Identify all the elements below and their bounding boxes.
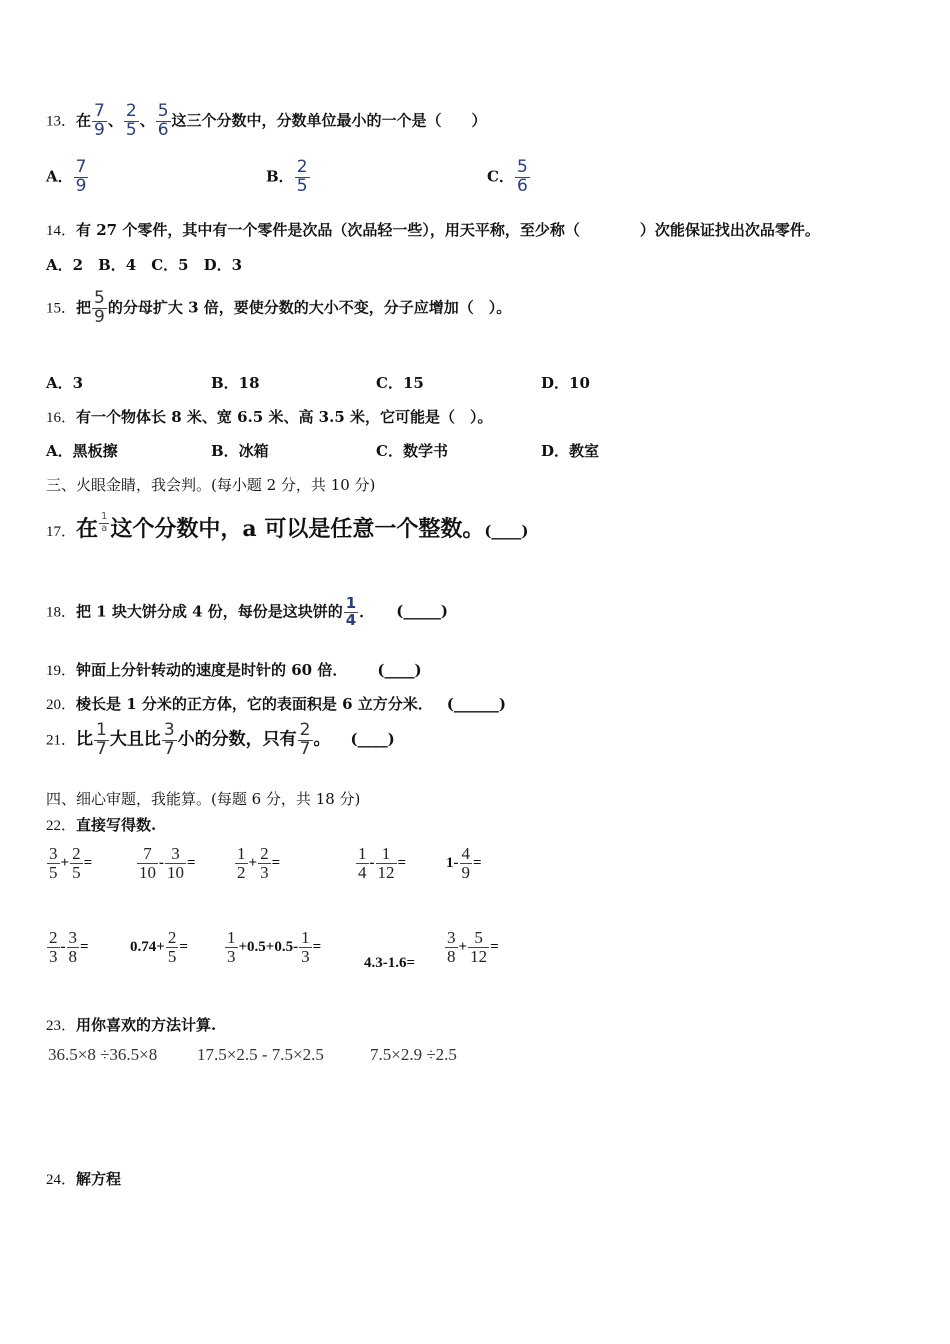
calc-expression: $\frac{3}{5}$ + $\frac{2}{5}$ =: [49, 844, 93, 882]
option-c: C． $\frac{5}{6}$: [487, 157, 528, 196]
fraction: $\frac{1}{a}$: [101, 511, 108, 534]
question-16: 16．有一个物体长 8 米、宽 6.5 米、高 3.5 米，它可能是（ ）。: [46, 408, 493, 426]
question-21: 21．比 $\frac{1}{7}$ 大且比 $\frac{3}{7}$ 小的分数，只有 $\frac{2}{7}$ 。 (____): [46, 720, 395, 759]
question-19: 19．钟面上分针转动的速度是时针的 60 倍． (____): [46, 661, 422, 679]
option-b: B．18: [211, 374, 260, 392]
section-4-heading: 四、细心审题，我能算。(每题 6 分，共 18 分): [46, 790, 361, 808]
question-22: 22．直接写得数.: [46, 816, 157, 834]
calc-expression: $\frac{1}{2}$ + $\frac{2}{3}$ =: [237, 844, 281, 882]
fraction: $\frac{2}{7}$: [299, 720, 311, 759]
calc-expression: $\frac{1}{4}$ - $\frac{1}{12}$ =: [358, 844, 407, 882]
fraction: $\frac{5}{9}$: [94, 288, 105, 327]
option-c: C．数学书: [376, 442, 448, 460]
fraction: $\frac{3}{7}$: [163, 720, 175, 759]
expression: 7.5×2.9 ÷2.5: [370, 1045, 457, 1064]
fraction: $\frac{2}{5}$: [125, 101, 137, 140]
calc-expression: $\frac{2}{3}$ - $\frac{3}{8}$ =: [49, 928, 89, 966]
fraction: $\frac{7}{9}$: [94, 101, 105, 140]
question-17: 17．在 $\frac{1}{a}$ 这个分数中，a 可以是任意一个整数。(____): [46, 511, 529, 542]
option-b: B． $\frac{2}{5}$: [266, 157, 308, 196]
question-24: 24．解方程: [46, 1170, 122, 1188]
question-14: 14．有 27 个零件，其中有一个零件是次品（次品轻一些），用天平称，至少称（ ）次能保证找出次品零件。: [46, 221, 820, 239]
option-b: B．冰箱: [211, 442, 269, 460]
question-14-options: A．2 B．4 C．5 D．3: [46, 256, 243, 274]
calc-expression: $\frac{3}{8}$ + $\frac{5}{12}$ =: [447, 928, 499, 966]
option-a: A． $\frac{7}{9}$: [46, 157, 87, 196]
fraction: $\frac{1}{4}$: [345, 594, 357, 629]
question-13: 13．在 $\frac{7}{9}$ 、 $\frac{2}{5}$ 、 $\frac{5}{6}$ 这三个分数中，分数单位最小的一个是（ ）: [46, 101, 487, 140]
option-c: C．15: [376, 374, 424, 392]
option-d: D．教室: [541, 442, 600, 460]
option-a: A．黑板擦: [46, 442, 118, 460]
fraction: $\frac{5}{6}$: [157, 101, 169, 140]
expression: 36.5×8 ÷36.5×8: [48, 1045, 158, 1064]
option-d: D．10: [541, 374, 590, 392]
calc-expression: 4.3-1.6=: [364, 955, 416, 971]
calc-expression: $\frac{7}{10}$ - $\frac{3}{10}$ =: [139, 844, 196, 882]
option-a: A．3: [46, 374, 84, 392]
section-3-heading: 三、火眼金睛，我会判。(每小题 2 分，共 10 分): [46, 476, 376, 494]
question-20: 20．棱长是 1 分米的正方体，它的表面积是 6 立方分米． (______): [46, 695, 506, 713]
expression: 17.5×2.5 - 7.5×2.5: [197, 1045, 324, 1064]
question-23: 23．用你喜欢的方法计算.: [46, 1016, 217, 1034]
calc-expression: 1- $\frac{4}{9}$ =: [446, 844, 482, 882]
calc-expression: 0.74+ $\frac{2}{5}$ =: [130, 928, 188, 966]
fraction: $\frac{1}{7}$: [96, 720, 107, 759]
calc-expression: $\frac{1}{3}$ +0.5+0.5- $\frac{1}{3}$ =: [227, 928, 322, 966]
question-15: 15．把 $\frac{5}{9}$ 的分母扩大 3 倍，要使分数的大小不变，分子应增加（ ）。: [46, 288, 512, 327]
question-18: 18．把 1 块大饼分成 4 份，每份是这块饼的 $\frac{1}{4}$ ． (_____): [46, 594, 448, 629]
